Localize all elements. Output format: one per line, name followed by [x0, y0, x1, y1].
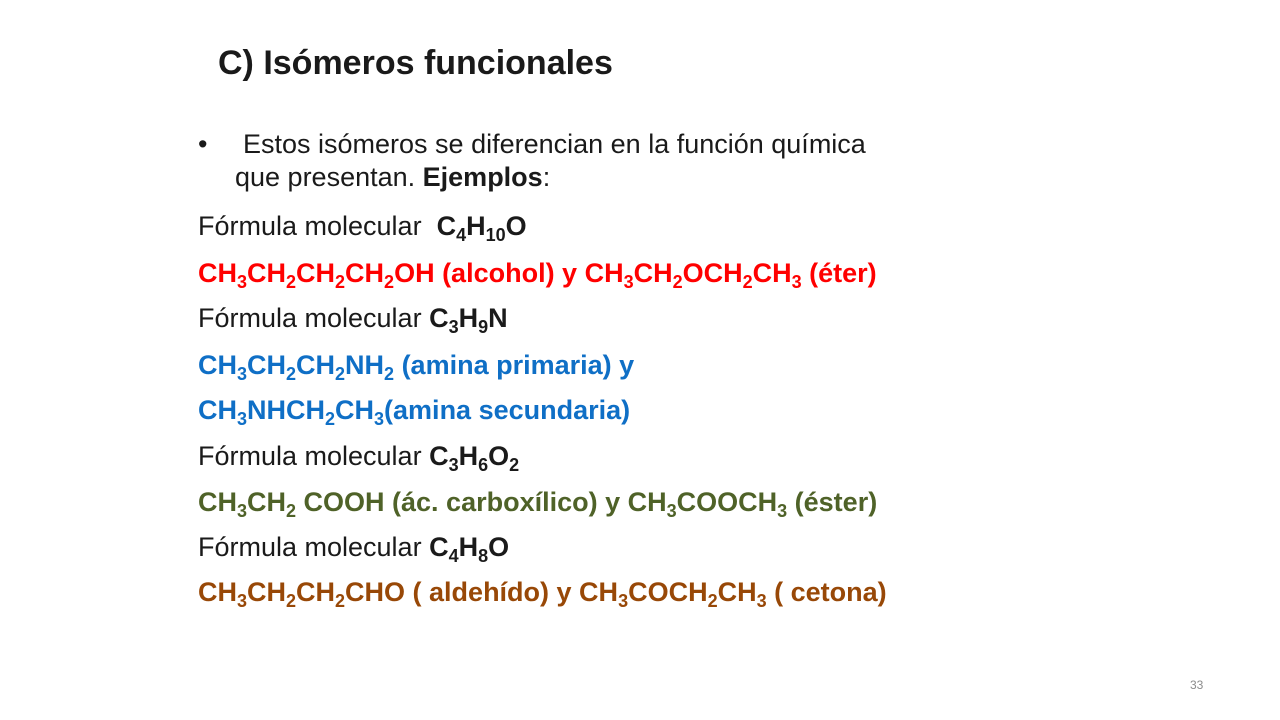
subscript: 2 [509, 455, 520, 475]
formula-label-line-3 [198, 436, 519, 476]
molecular-formula [429, 532, 510, 566]
subscript: 3 [237, 409, 248, 429]
subscript: 4 [448, 546, 459, 566]
formula-text: CH [296, 258, 336, 288]
element-symbol: C [429, 532, 449, 562]
element-symbol: C [429, 441, 449, 471]
element-symbol: H [458, 532, 479, 562]
subscript: 3 [623, 272, 634, 292]
isomer-example-line-2 [198, 345, 634, 385]
subscript: 3 [777, 501, 788, 521]
page-title: C) Isómeros funcionales [218, 44, 613, 82]
subscript: 2 [335, 591, 346, 611]
formula-label: Fórmula molecular [198, 532, 430, 562]
subscript: 3 [448, 455, 459, 475]
subscript: 6 [478, 455, 489, 475]
bullet-text [198, 128, 1078, 194]
formula-text: OCH [682, 258, 743, 288]
molecular-formula [429, 441, 520, 475]
bullet-text-part2: que presentan. Ejemplos: [235, 162, 551, 192]
formula-text: CH [247, 350, 287, 380]
subscript: 2 [672, 272, 683, 292]
formula-text: (éster) [787, 487, 878, 517]
formula-text: NH [345, 350, 385, 380]
isomer-example-line-4 [198, 572, 887, 612]
subscript: 10 [485, 225, 506, 245]
formula-text: CH [345, 258, 385, 288]
subscript: 3 [374, 409, 385, 429]
subscript: 3 [237, 591, 248, 611]
formula-text: NHCH [247, 395, 326, 425]
formula-text: OH (alcohol) y CH [394, 258, 624, 288]
molecular-formula [429, 303, 508, 337]
element-symbol: O [488, 532, 510, 562]
formula-text: CH [335, 395, 375, 425]
formula-text: CH [717, 577, 757, 607]
subscript: 3 [618, 591, 629, 611]
formula-text: (amina primaria) y [394, 350, 635, 380]
isomer-example-line-1 [198, 253, 877, 293]
formula-text: COCH [628, 577, 708, 607]
subscript: 3 [448, 317, 459, 337]
element-symbol: O [505, 211, 527, 241]
subscript: 2 [325, 409, 336, 429]
formula-text: CH [198, 487, 237, 517]
subscript: 3 [237, 272, 248, 292]
bullet-text-part1: Estos isómeros se diferencian en la función química [243, 129, 866, 159]
subscript: 2 [335, 364, 346, 384]
subscript: 3 [237, 364, 248, 384]
subscript: 8 [478, 546, 489, 566]
subscript: 3 [791, 272, 802, 292]
element-symbol: O [488, 441, 510, 471]
formula-text: CH [633, 258, 673, 288]
formula-text: CH [198, 577, 237, 607]
element-symbol: H [458, 441, 479, 471]
formula-text: COOH (ác. carboxílico) y CH [296, 487, 667, 517]
formula-text: CH [247, 577, 287, 607]
molecular-formula [436, 211, 527, 245]
formula-label-line-4 [198, 527, 509, 567]
formula-label: Fórmula molecular [198, 441, 430, 471]
formula-text: CH [296, 350, 336, 380]
subscript: 3 [666, 501, 677, 521]
bullet-emphasis: Ejemplos [422, 162, 543, 192]
element-symbol: N [488, 303, 508, 333]
formula-text: CH [247, 487, 287, 517]
formula-text: CH [247, 258, 287, 288]
page-number: 33 [1190, 678, 1204, 692]
formula-label-line-1 [198, 206, 527, 246]
subscript: 2 [286, 501, 297, 521]
formula-text: CHO ( aldehído) y CH [345, 577, 619, 607]
subscript: 2 [384, 272, 395, 292]
element-symbol: H [466, 211, 486, 241]
element-symbol: C [429, 303, 449, 333]
subscript: 2 [742, 272, 753, 292]
element-symbol: C [436, 211, 457, 241]
formula-text: CH [198, 350, 237, 380]
bullet-dot: • [198, 129, 208, 159]
isomer-example-line-3 [198, 482, 877, 522]
subscript: 2 [335, 272, 346, 292]
subscript: 2 [286, 272, 297, 292]
formula-text: COOCH [676, 487, 778, 517]
formula-text: (éter) [801, 258, 877, 288]
isomer-example-line-2b [198, 390, 630, 430]
subscript: 4 [456, 225, 467, 245]
formula-label-line-2 [198, 298, 508, 338]
formula-text: CH [752, 258, 792, 288]
element-symbol: H [458, 303, 479, 333]
formula-text: CH [296, 577, 336, 607]
subscript: 9 [478, 317, 489, 337]
subscript: 2 [384, 364, 395, 384]
formula-text: ( cetona) [766, 577, 887, 607]
formula-text: CH [198, 258, 237, 288]
formula-label: Fórmula molecular [198, 211, 437, 241]
formula-text: (amina secundaria) [384, 395, 631, 425]
subscript: 2 [286, 364, 297, 384]
bullet-paragraph [198, 128, 1078, 194]
subscript: 3 [756, 591, 767, 611]
subscript: 3 [237, 501, 248, 521]
subscript: 2 [286, 591, 297, 611]
formula-text: CH [198, 395, 237, 425]
formula-label: Fórmula molecular [198, 303, 430, 333]
subscript: 2 [707, 591, 718, 611]
